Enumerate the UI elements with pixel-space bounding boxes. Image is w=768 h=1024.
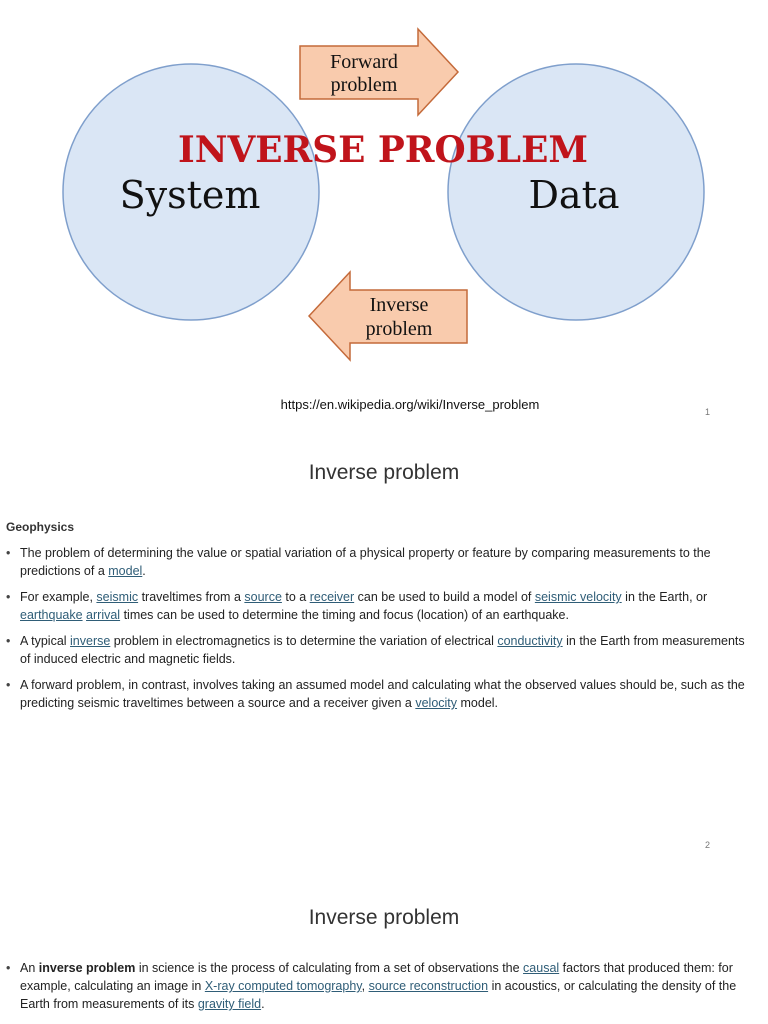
list-item	[6, 959, 758, 1013]
inverse-arrow-label-line2: problem	[365, 318, 433, 340]
list-item	[6, 632, 758, 668]
bullet-list	[6, 959, 758, 1021]
text: can be used to build a model of	[354, 590, 535, 604]
text: The problem of determining the value or spatial variation of a physical property or feature by comparing measurements to the predictions of a	[20, 546, 711, 578]
slide-title: Inverse problem	[308, 461, 460, 484]
text: traveltimes from a	[138, 590, 245, 604]
forward-arrow-label-line2: problem	[330, 74, 398, 96]
link-velocity[interactable]: velocity	[415, 696, 458, 710]
list-item	[6, 588, 758, 624]
text: in science is the process of calculating from a set of observations the	[135, 961, 524, 975]
link-receiver[interactable]: receiver	[309, 590, 355, 604]
section-heading: Geophysics	[6, 520, 75, 534]
text: in the Earth, or	[621, 590, 708, 604]
data-label: Data	[528, 173, 620, 217]
text: model.	[457, 696, 499, 710]
list-item	[6, 544, 758, 580]
text: in the Earth from measurements of induced electric and magnetic fields.	[20, 634, 745, 666]
link-source-reconstruction[interactable]: source reconstruction	[368, 979, 489, 993]
text: ,	[361, 979, 369, 993]
link-earthquake[interactable]: earthquake	[20, 608, 83, 622]
list-item	[6, 676, 758, 712]
page-number: 1	[704, 407, 710, 417]
link-source[interactable]: source	[244, 590, 282, 604]
link-xray-tomography[interactable]: X-ray computed tomography	[204, 979, 362, 993]
text: For example,	[20, 590, 97, 604]
text: .	[142, 564, 146, 578]
link-arrival[interactable]: arrival	[86, 608, 121, 622]
slide-1	[0, 0, 768, 430]
text: .	[261, 997, 265, 1011]
forward-arrow-label-line1: Forward	[330, 51, 398, 73]
text: A forward problem, in contrast, involves taking an assumed model and calculating what the observed values should be, such as the predicting seismic traveltimes between a source and a receiver given a	[20, 678, 745, 710]
inverse-arrow-label-line1: Inverse	[369, 294, 429, 316]
text: factors that produced them: for example, calculating an image in	[20, 961, 733, 993]
link-seismic-velocity[interactable]: seismic velocity	[534, 590, 622, 604]
forward-inverse-diagram	[0, 0, 768, 380]
link-causal[interactable]: causal	[523, 961, 560, 975]
link-model[interactable]: model	[108, 564, 143, 578]
bold-term: inverse problem	[38, 961, 136, 975]
system-label: System	[119, 173, 261, 217]
slide-title: Inverse problem	[308, 906, 460, 929]
text: in acoustics, or calculating the density of the Earth from measurements of its	[20, 979, 737, 1011]
text: to a	[281, 590, 310, 604]
page-number: 2	[704, 840, 710, 850]
text: problem in electromagnetics is to determine the variation of electrical	[110, 634, 498, 648]
source-url: https://en.wikipedia.org/wiki/Inverse_problem	[280, 397, 540, 412]
slide-3	[0, 880, 768, 1024]
text: An	[20, 961, 39, 975]
link-inverse[interactable]: inverse	[70, 634, 111, 648]
slide-2	[0, 440, 768, 860]
link-gravity-field[interactable]: gravity field	[197, 997, 262, 1011]
link-conductivity[interactable]: conductivity	[497, 634, 563, 648]
link-seismic[interactable]: seismic	[96, 590, 139, 604]
bullet-list	[6, 544, 758, 720]
text: times can be used to determine the timing and focus (location) of an earthquake.	[120, 608, 569, 622]
diagram-title: INVERSE PROBLEM	[178, 129, 588, 171]
text: A typical	[20, 634, 71, 648]
inverse-arrow-left-icon	[309, 272, 467, 360]
